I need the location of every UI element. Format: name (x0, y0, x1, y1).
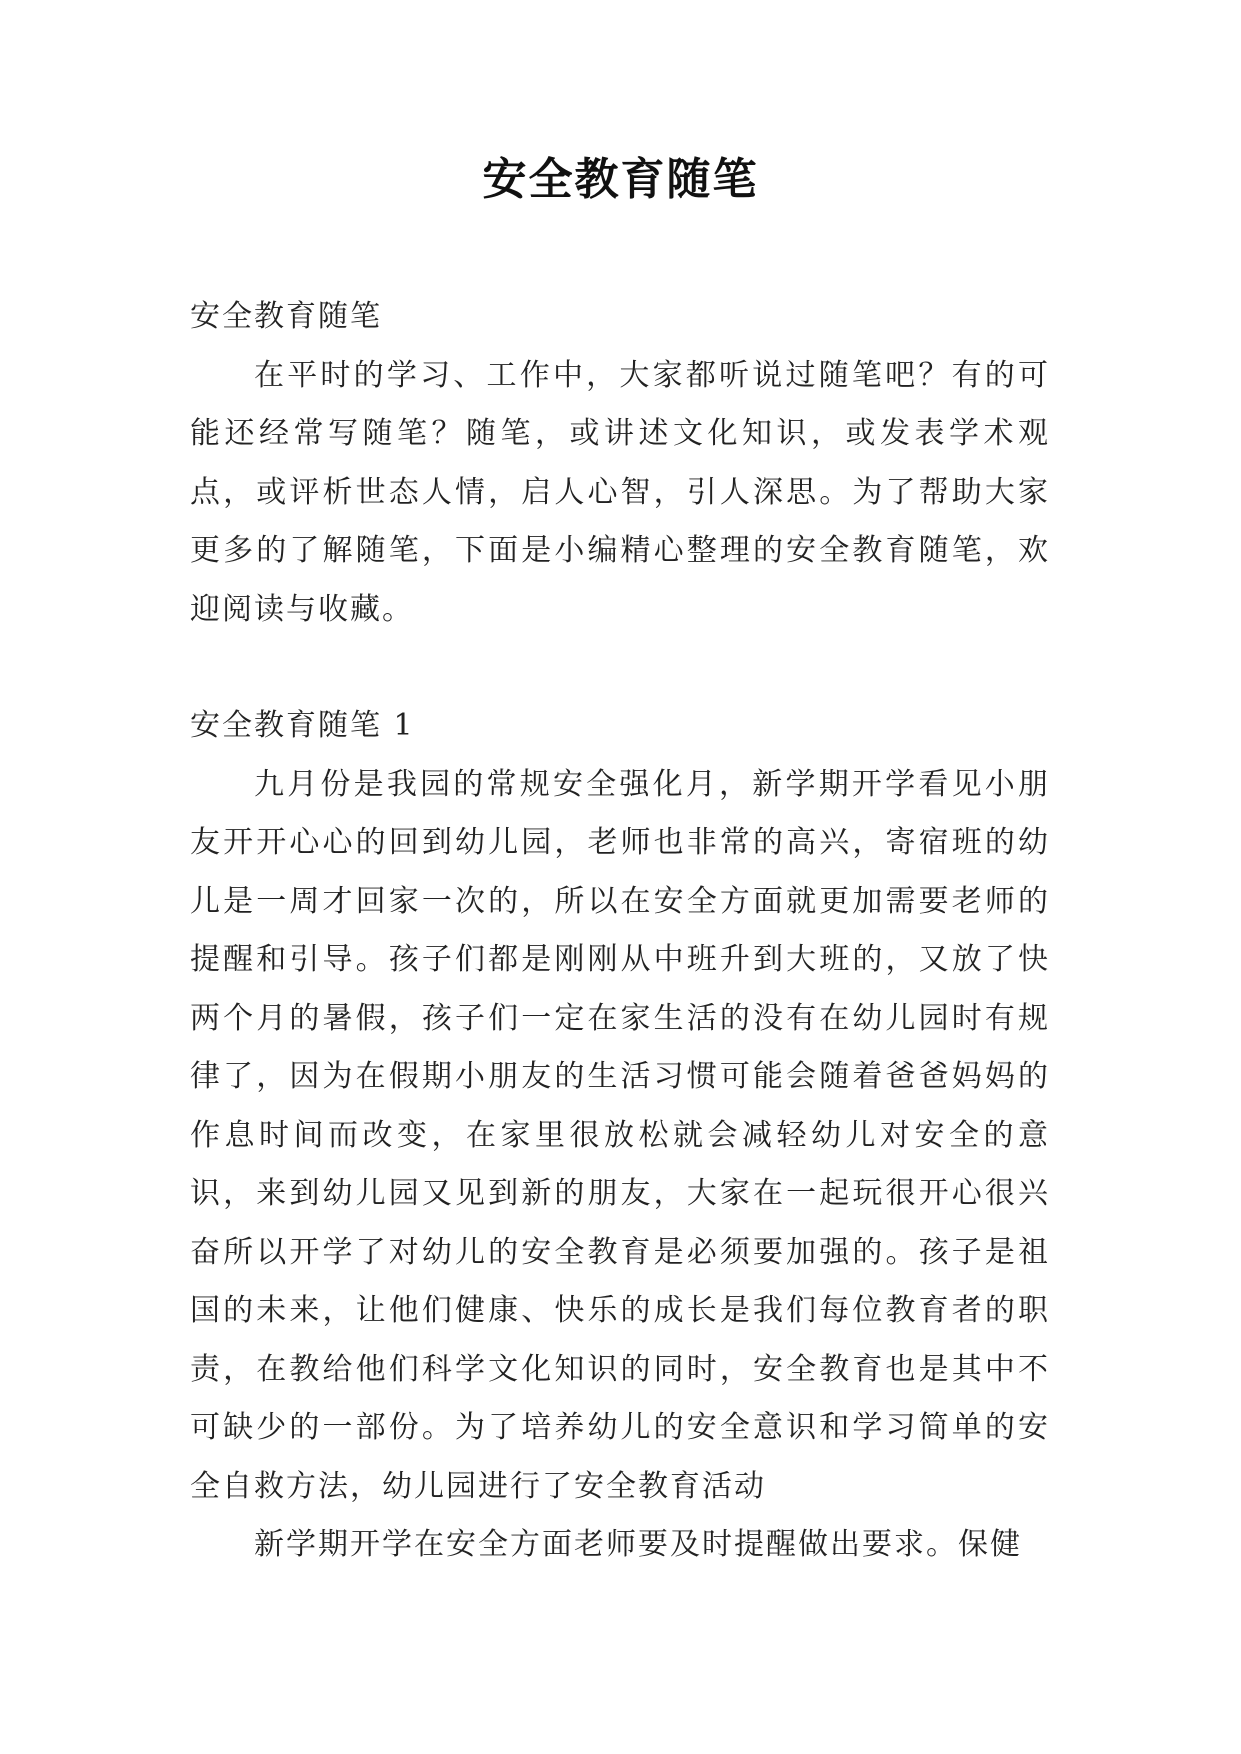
intro-section (190, 288, 1050, 639)
section-1-heading: 安全教育随笔 1 (190, 708, 415, 743)
section-1-paragraph-2: 新学期开学在安全方面老师要及时提醒做出要求。保健 (254, 1527, 1022, 1562)
section-1-paragraph-1: 九月份是我园的常规安全强化月，新学期开学看见小朋友开开心心的回到幼儿园，老师也非常的高兴，寄宿班的幼儿是一周才回家一次的，所以在安全方面就更加需要老师的提醒和引导。孩子们都是刚刚从中班升到大班的，又放了快两个月的暑假，孩子们一定在家生活的没有在幼儿园时有规律了，因为在假期小朋友的生活习惯可能会随着爸爸妈妈的作息时间而改变，在家里很放松就会减轻幼儿对安全的意识，来到幼儿园又见到新的朋友，大家在一起玩很开心很兴奋所以开学了对幼儿的安全教育是必须要加强的。孩子是祖国的未来，让他们健康、快乐的成长是我们每位教育者的职责，在教给他们科学文化知识的同时，安全教育也是其中不可缺少的一部份。为了培养幼儿的安全意识和学习简单的安全自救方法，幼儿园进行了安全教育活动 (190, 766, 1050, 1504)
intro-paragraph: 在平时的学习、工作中，大家都听说过随笔吧？有的可能还经常写随笔？随笔，或讲述文化知识，或发表学术观点，或评析世态人情，启人心智，引人深思。为了帮助大家更多的了解随笔，下面是小编精心整理的安全教育随笔，欢迎阅读与收藏。 (190, 357, 1050, 627)
section-1 (190, 697, 1050, 1575)
document-title: 安全教育随笔 (482, 154, 759, 205)
intro-heading: 安全教育随笔 (190, 299, 382, 334)
